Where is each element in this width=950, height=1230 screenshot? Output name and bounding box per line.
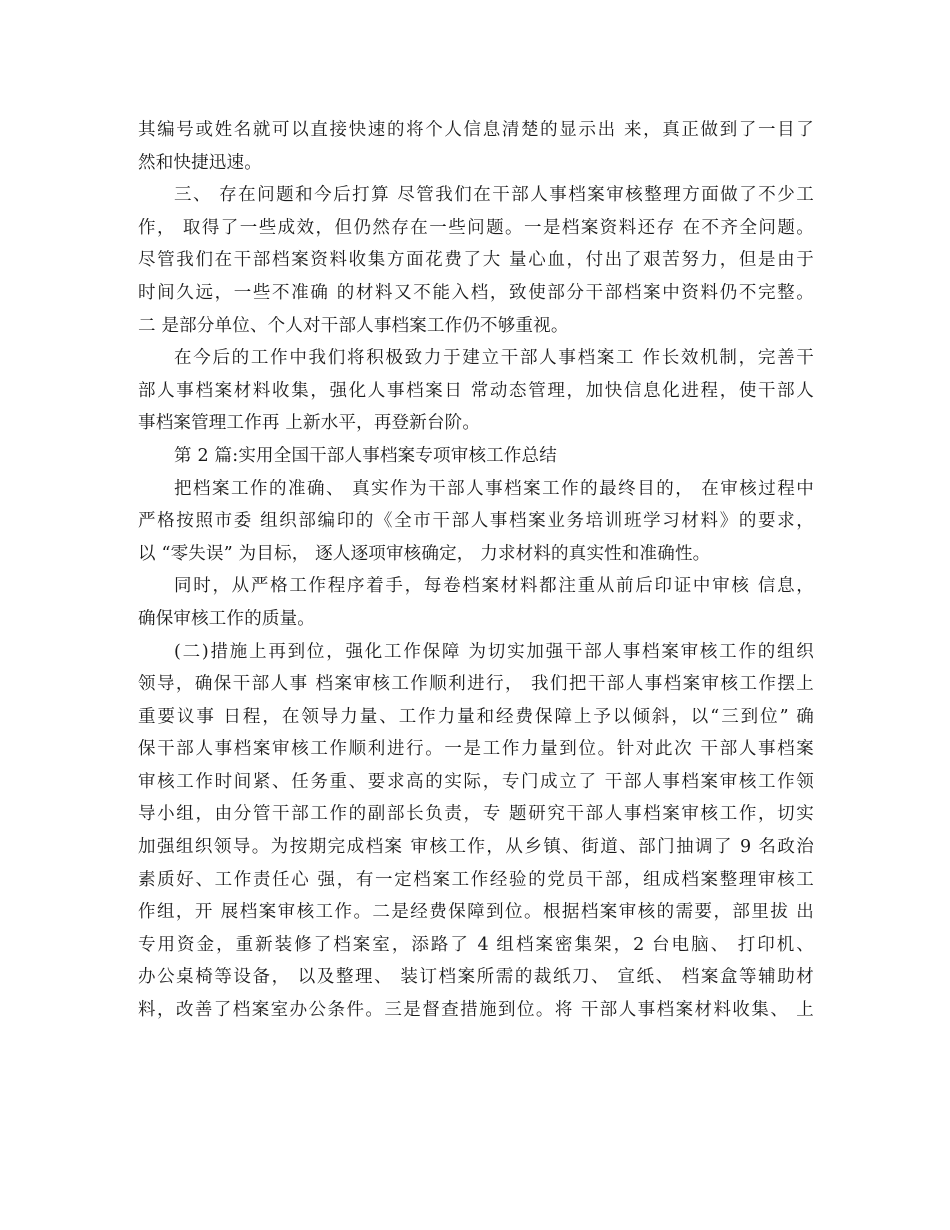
text-line: 作组，开 展档案审核工作。二是经费保障到位。根据档案审核的需要，部里拔 出 bbox=[138, 902, 814, 923]
text-line: 重要议事 日程，在领导力量、工作力量和经费保障上予以倾斜，以“三到位” 确 bbox=[138, 706, 814, 727]
text-line: 审核工作时间紧、任务重、要求高的实际，专门成立了 干部人事档案审核工作领 bbox=[138, 771, 814, 792]
text-line: 三、 存在问题和今后打算 尽管我们在干部人事档案审核整理方面做了不少工 bbox=[174, 185, 814, 206]
text-line: 严格按照市委 组织部编印的《全市干部人事档案业务培训班学习材料》的要求， bbox=[138, 511, 814, 532]
text-line: 加强组织领导。为按期完成档案 审核工作，从乡镇、街道、部门抽调了 9 名政治 bbox=[138, 837, 814, 858]
text-line: 保干部人事档案审核工作顺利进行。一是工作力量到位。针对此次 干部人事档案 bbox=[138, 739, 814, 760]
text-line: 第 2 篇:实用全国干部人事档案专项审核工作总结 bbox=[174, 445, 557, 466]
document-body bbox=[138, 114, 814, 1027]
text-line: 素质好、工作责任心 强，有一定档案工作经验的党员干部，组成档案整理审核工 bbox=[138, 869, 814, 890]
text-line: (二)措施上再到位，强化工作保障 为切实加强干部人事档案审核工作的组织 bbox=[174, 641, 814, 662]
text-line: 确保审核工作的质量。 bbox=[138, 608, 315, 629]
text-line: 作， 取得了一些成效，但仍然存在一些问题。一是档案资料还存 在不齐全问题。 bbox=[138, 217, 814, 238]
text-line: 以 “零失误” 为目标， 逐人逐项审核确定， 力求材料的真实性和准确性。 bbox=[138, 543, 711, 564]
text-line: 把档案工作的准确、 真实作为干部人事档案工作的最终目的， 在审核过程中 bbox=[174, 478, 814, 499]
text-line: 时间久远，一些不准确 的材料又不能入档，致使部分干部档案中资料仍不完整。 bbox=[138, 282, 814, 303]
text-line: 然和快捷迅速。 bbox=[138, 152, 262, 173]
text-line: 二 是部分单位、个人对干部人事档案工作仍不够重视。 bbox=[138, 315, 569, 336]
text-line: 领导，确保干部人事 档案审核工作顺利进行， 我们把干部人事档案审核工作摆上 bbox=[138, 674, 814, 695]
text-line: 其编号或姓名就可以直接快速的将个人信息清楚的显示出 来，真正做到了一目了 bbox=[138, 120, 814, 140]
text-line: 事档案管理工作再 上新水平，再登新台阶。 bbox=[138, 413, 481, 434]
text-line: 料，改善了档案室办公条件。三是督查措施到位。将 干部人事档案材料收集、 上 bbox=[138, 1000, 814, 1021]
text-line: 同时，从严格工作程序着手，每卷档案材料都注重从前后印证中审核 信息， bbox=[174, 576, 814, 597]
text-line: 在今后的工作中我们将积极致力于建立干部人事档案工 作长效机制，完善干 bbox=[174, 348, 814, 369]
text-line: 办公桌椅等设备， 以及整理、 装订档案所需的裁纸刀、 宣纸、 档案盒等辅助材 bbox=[138, 967, 814, 988]
text-line: 专用资金，重新装修了档案室，添路了 4 组档案密集架，2 台电脑、 打印机、 bbox=[138, 934, 814, 955]
text-line: 尽管我们在干部档案资料收集方面花费了大 量心血，付出了艰苦努力，但是由于 bbox=[138, 250, 814, 271]
text-line: 部人事档案材料收集，强化人事档案日 常动态管理，加快信息化进程，使干部人 bbox=[138, 380, 814, 401]
text-line: 导小组，由分管干部工作的副部长负责，专 题研究干部人事档案审核工作，切实 bbox=[138, 804, 814, 825]
